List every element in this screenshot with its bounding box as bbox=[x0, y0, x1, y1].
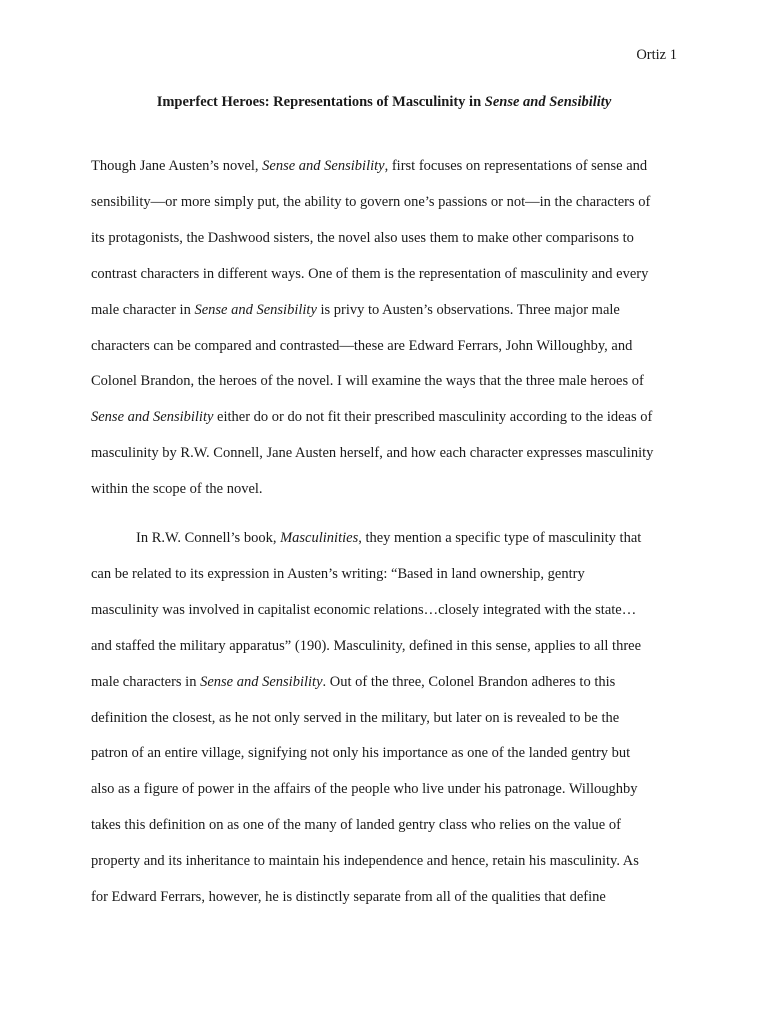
italic-title-ref: Masculinities bbox=[280, 530, 359, 546]
text-line bbox=[91, 565, 691, 583]
text-line bbox=[91, 744, 691, 762]
text-run: either do or do not fit their prescribed masculinity according to the ideas of bbox=[213, 409, 653, 426]
text-line bbox=[91, 444, 691, 462]
text-line bbox=[91, 157, 691, 175]
text-run: for Edward Ferrars, however, he is distinctly separate from all of the qualities that define bbox=[91, 889, 606, 905]
text-run: , first focuses on representations of sense and bbox=[384, 158, 648, 174]
text-run: male characters in bbox=[91, 673, 201, 690]
italic-title-ref: Sense and Sensibility bbox=[194, 301, 317, 318]
italic-title-ref: Sense and Sensibility bbox=[200, 673, 323, 690]
text-run: can be related to its expression in Austen’s writing: “Based in land ownership, gentry bbox=[91, 565, 585, 582]
text-line bbox=[91, 637, 691, 655]
text-line bbox=[91, 780, 691, 798]
text-run: masculinity by R.W. Connell, Jane Austen herself, and how each character expresses masculinity bbox=[91, 445, 654, 462]
text-run: sensibility—or more simply put, the ability to govern one’s passions or not—in the characters of bbox=[91, 193, 651, 210]
text-run: takes this definition on as one of the many of landed gentry class who relies on the value of bbox=[91, 817, 621, 834]
text-run: Colonel Brandon, the heroes of the novel. I will examine the ways that the three male heroes of bbox=[91, 373, 644, 390]
text-run: male character in bbox=[91, 301, 195, 318]
text-line bbox=[91, 408, 691, 426]
text-line bbox=[91, 709, 691, 727]
text-run: In R.W. Connell’s book, bbox=[136, 530, 281, 546]
text-run: and staffed the military apparatus” (190). Masculinity, defined in this sense, applies to all three bbox=[91, 637, 642, 654]
text-line bbox=[91, 301, 691, 319]
text-line bbox=[91, 265, 691, 283]
text-run: . Out of the three, Colonel Brandon adheres to this bbox=[322, 673, 616, 690]
text-run: Though Jane Austen’s novel, bbox=[91, 158, 263, 174]
text-line bbox=[91, 888, 691, 906]
text-line bbox=[91, 193, 691, 211]
text-line bbox=[91, 601, 691, 619]
text-run: definition the closest, as he not only served in the military, but later on is revealed to be the bbox=[91, 709, 620, 726]
page-header: Ortiz 1 bbox=[636, 47, 677, 63]
text-run: characters can be compared and contrasted—these are Edward Ferrars, John Willoughby, and bbox=[91, 337, 633, 354]
text-run: also as a figure of power in the affairs of the people who live under his patronage. Willoughby bbox=[91, 781, 638, 798]
text-line bbox=[91, 816, 691, 834]
text-run: contrast characters in different ways. One of them is the representation of masculinity and every bbox=[91, 265, 649, 282]
text-run: within the scope of the novel. bbox=[91, 481, 263, 498]
italic-title-ref: Sense and Sensibility bbox=[91, 409, 214, 426]
essay-title-text: Imperfect Heroes: Representations of Masculinity in bbox=[156, 94, 485, 110]
text-line bbox=[91, 229, 691, 247]
text-line bbox=[91, 372, 691, 390]
essay-title bbox=[0, 93, 768, 111]
text-run: patron of an entire village, signifying not only his importance as one of the landed gentry but bbox=[91, 745, 631, 762]
text-run: its protagonists, the Dashwood sisters, the novel also uses them to make other comparisons to bbox=[91, 229, 634, 246]
text-line bbox=[136, 529, 736, 547]
text-run: property and its inheritance to maintain his independence and hence, retain his masculinity. As bbox=[91, 853, 639, 870]
text-run: masculinity was involved in capitalist economic relations…closely integrated with the state… bbox=[91, 601, 637, 618]
text-run: is privy to Austen’s observations. Three major male bbox=[316, 301, 620, 318]
italic-title-ref: Sense and Sensibility bbox=[262, 158, 385, 174]
essay-title-italic: Sense and Sensibility bbox=[484, 94, 612, 110]
text-line bbox=[91, 852, 691, 870]
text-line bbox=[91, 480, 691, 498]
text-line bbox=[91, 337, 691, 355]
text-line bbox=[91, 673, 691, 691]
text-run: , they mention a specific type of masculinity that bbox=[358, 530, 642, 546]
